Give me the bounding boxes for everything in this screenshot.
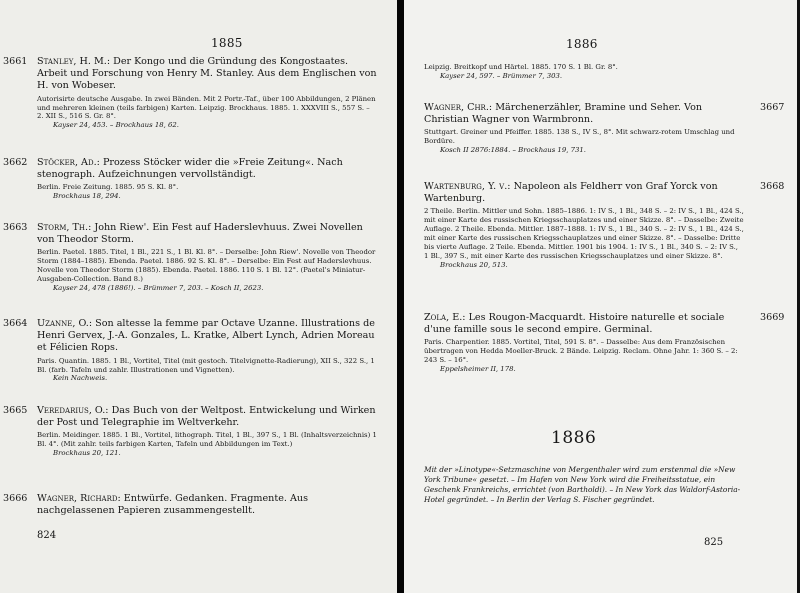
entry-imprint: Berlin. Paetel. 1885. Titel, 1 Bl., 221 S., 1 Bl. Kl. 8°. – Derselbe: John Riew'. Novelle von Theodor Storm (1884–1885). Ebenda. Paetel. 1886. 92 S. Kl. 8°. – Derselbe: Ein Fest auf Haderslevhuus. Novelle von Theodor Storm (1885). Ebenda. Paetel. 1886. 110 S. 1 Bl. 12°. (Paetel's Miniatur-Ausgaben-Collection. Band 8.) <box>37 248 376 284</box>
entry-title <box>424 102 744 126</box>
entry-title <box>37 222 377 246</box>
entry-number: 3663 <box>3 222 28 233</box>
entry-author: Veredarius, O.: <box>37 405 109 416</box>
entry-imprint: Autorisirte deutsche Ausgabe. In zwei Bänden. Mit 2 Portr.-Taf., über 100 Abbildungen, 2 Plänen und mehreren kleinen (teils farbigen) Karten. Leipzig. Brockhaus. 1885. 1. XXXVIII S., 557 S. – 2. XII S., 516 S. Gr. 8°. <box>37 94 376 121</box>
entry-imprint: 2 Theile. Berlin. Mittler und Sohn. 1885–1886. 1: IV S., 1 Bl., 348 S. – 2: IV S., 1 Bl., 424 S., mit einer Karte des russischen Kriegsschauplatzes und einer Skizze. 8°. – Dasselbe: Zweite Auflage. 2 Theile. Ebenda. Mittler. 1887–1888. 1: IV S., 1 Bl., 340 S. – 2: IV S., 1 Bl., 424 S., mit einer Karte des russischen Kriegsschauplatzes und einer Skizze. 8°. – Dasselbe: Dritte bis vierte Auflage. 2 Teile. Ebenda. Mittler. 1901 bis 1904. 1: IV S., 1 Bl., 340 S. – 2: IV S., 1 Bl., 397 S., mit einer Karte des russischen Kriegsschauplatzes und einer Skizze. 8°. <box>424 207 744 260</box>
entry-title <box>424 312 744 336</box>
entry-author: Zola, E.: <box>424 312 466 323</box>
entry-author: Wagner, Chr.: <box>424 102 493 113</box>
entry-author: Wagner, Richard: <box>37 493 121 504</box>
entry-title-text: Prozess Stöcker wider die »Freie Zeitung«. Nach stenograph. Aufzeichnungen vervollständigt. <box>37 157 343 181</box>
entry-imprint: Paris. Charpentier. 1885. Vortitel, Titel, 591 S. 8°. – Dasselbe: Aus dem Französischen übertragen von Hedda Moeller-Bruck. 2 Bände. Leipzig. Reclam. Ohne Jahr. 1: 360 S. – 2: 243 S. – 16°. <box>424 338 738 365</box>
entry-3663 <box>3 222 377 293</box>
entry-3666 <box>3 493 377 517</box>
entry-imprint: Berlin. Freie Zeitung. 1885. 95 S. Kl. 8°. <box>37 183 179 192</box>
left-page <box>0 0 397 593</box>
book-gutter <box>397 0 404 593</box>
entry-3665 <box>3 405 377 458</box>
entry-title <box>37 405 377 429</box>
entry-number: 3662 <box>3 157 28 168</box>
entry-title <box>37 56 377 93</box>
entry-3667 <box>424 102 785 155</box>
left-page-year: 1885 <box>211 36 243 50</box>
entry-author: Uzanne, O.: <box>37 318 93 329</box>
entry-3669 <box>424 312 785 374</box>
entry-references: Kosch II 2876:1884. – Brockhaus 19, 731. <box>440 146 586 155</box>
entry-number: 3665 <box>3 405 28 416</box>
entry-number: 3667 <box>760 102 785 113</box>
entry-imprint: Berlin. Meidinger. 1885. 1 Bl., Vortitel, lithograph. Titel, 1 Bl., 397 S., 1 Bl. (Inhaltsverzeichnis) 1 Bl. 4°. (Mit zahlr. teils farbigen Karten, Tafeln und Abbildungen im Text.) <box>37 431 377 449</box>
entry-title-text: Märchenerzähler, Bramine und Seher. Von Christian Wagner von Warmbronn. <box>424 102 703 126</box>
entry-references: Brockhaus 20, 121. <box>53 449 121 458</box>
entry-3662 <box>3 157 377 201</box>
entry-references: Kayser 24, 453. – Brockhaus 18, 62. <box>53 121 179 130</box>
entry-references: Kein Nachweis. <box>53 374 108 383</box>
entry-imprint: Stuttgart. Greiner und Pfeiffer. 1885. 138 S., IV S., 8°. Mit schwarz-rotem Umschlag und Bordüre. <box>424 128 735 146</box>
entry-imprint: Leipzig. Breitkopf und Härtel. 1885. 170 S. 1 Bl. Gr. 8°. <box>424 63 618 71</box>
entry-3668 <box>424 181 785 270</box>
entry-title <box>37 493 377 517</box>
entry-author: Stöcker, Ad.: <box>37 157 100 168</box>
section-chronicle-note: Mit der »Linotype«-Setzmaschine von Mergenthaler wird zum erstenmal die »New York Tribune« gesetzt. – Im Hafen von New York wird die Freiheitsstatue, ein Geschenk Frankreichs, errichtet (von Bartholdi). – In New York das Waldorf-Astoria-Hotel gegründet. – In Berlin der Verlag S. Fischer gegründet. <box>424 465 741 504</box>
entry-title <box>424 181 744 205</box>
entry-author: Stanley, H. M.: <box>37 56 111 67</box>
entry-references: Kayser 24, 597. – Brümmer 7, 303. <box>440 71 563 80</box>
entry-3664 <box>3 318 377 383</box>
entry-references: Eppelsheimer II, 178. <box>440 365 516 374</box>
entry-number: 3669 <box>760 312 785 323</box>
entry-number: 3661 <box>3 56 28 67</box>
entry-number: 3664 <box>3 318 28 329</box>
entry-title-text: Entwürfe. Gedanken. Fragmente. Aus nachgelassenen Papieren zusammengestellt. <box>37 493 309 517</box>
entry-number: 3668 <box>760 181 785 192</box>
entry-references: Brockhaus 18, 294. <box>53 192 121 201</box>
entry-references: Kayser 24, 478 (1886!). – Brümmer 7, 203. – Kosch II, 2623. <box>53 284 264 293</box>
entry-imprint: Paris. Quantin. 1885. 1 Bl., Vortitel, Titel (mit gestoch. Titelvignette-Radierung), XII S., 322 S., 1 Bl. (farb. Tafeln und zahlr. Illustrationen und Vignetten). <box>37 356 375 374</box>
entry-continuation <box>424 63 744 81</box>
right-page-year: 1886 <box>566 37 598 51</box>
section-year-heading: 1886 <box>551 428 597 448</box>
entry-title-text: Son altesse la femme par Octave Uzanne. Illustrations de Henri Gervex, J.-A. Gonzales, L. Kratke, Albert Lynch, Adrien Moreau et Félicien Rops. <box>37 318 375 354</box>
entry-references: Brockhaus 20, 513. <box>440 260 508 269</box>
entry-title-text: Les Rougon-Macquardt. Histoire naturelle et sociale d'une famille sous le second empire. Germinal. <box>424 312 725 336</box>
entry-title <box>37 157 377 181</box>
entry-title-text: Das Buch von der Weltpost. Entwickelung und Wirken der Post und Telegraphie im Weltverkehr. <box>37 405 376 429</box>
entry-author: Wartenburg, Y. v.: <box>424 181 511 192</box>
left-page-number: 824 <box>37 530 57 541</box>
entry-author: Storm, Th.: <box>37 222 92 233</box>
entry-title-text: Der Kongo und die Gründung des Kongostaates. Arbeit und Forschung von Henry M. Stanley. Aus dem Englischen von H. von Wobeser. <box>37 56 377 92</box>
right-page <box>404 0 800 593</box>
entry-title-text: John Riew'. Ein Fest auf Haderslevhuus. Zwei Novellen von Theodor Storm. <box>37 222 363 246</box>
entry-title-text: Napoleon als Feldherr von Graf Yorck von Wartenburg. <box>424 181 718 205</box>
right-page-number: 825 <box>704 537 724 548</box>
entry-number: 3666 <box>3 493 28 504</box>
entry-title <box>37 318 377 355</box>
entry-3661 <box>3 56 377 130</box>
